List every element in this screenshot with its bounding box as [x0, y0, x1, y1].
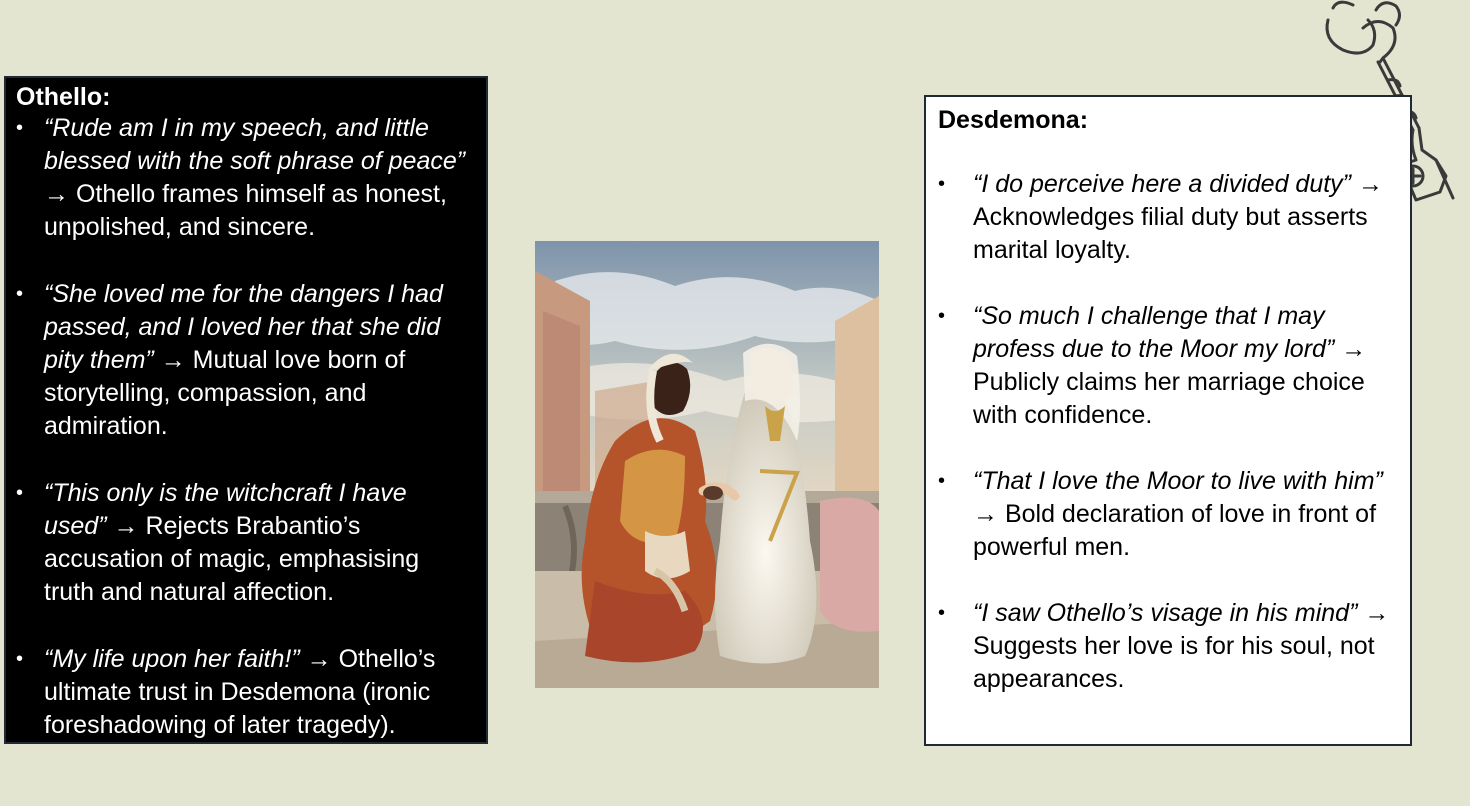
arrow: → — [1364, 599, 1390, 627]
list-item — [16, 112, 476, 244]
bullet: • — [938, 602, 946, 624]
quote-text: “That I love the Moor to live with him” — [973, 467, 1383, 495]
arrow: → — [306, 645, 332, 673]
list-item — [938, 465, 1398, 564]
analysis-text: Othello’s ultimate trust in Desdemona (ironic foreshadowing of later tragedy). — [44, 645, 436, 739]
quote-text: “This only is the witchcraft I have used” — [44, 479, 407, 540]
othello-heading: Othello: — [16, 83, 111, 111]
bullet: • — [938, 470, 946, 492]
bullet: • — [16, 482, 24, 504]
list-item — [938, 597, 1398, 696]
quote-text: “My life upon her faith!” — [44, 645, 300, 673]
quote-text: “So much I challenge that I may profess due to the Moor my lord” — [973, 302, 1335, 363]
quote-text: “I saw Othello’s visage in his mind” — [973, 599, 1358, 627]
analysis-text: Suggests her love is for his soul, not appearances. — [973, 632, 1375, 693]
list-item — [16, 643, 476, 742]
desdemona-heading: Desdemona: — [938, 106, 1089, 134]
analysis-text: Rejects Brabantio’s accusation of magic, emphasising truth and natural affection. — [44, 512, 420, 606]
quote-text: “She loved me for the dangers I had passed, and I loved her that she did pity them” — [44, 280, 443, 374]
arrow: → — [1341, 335, 1367, 363]
othello-quote-list — [16, 112, 476, 742]
bullet: • — [938, 173, 946, 195]
analysis-text: Bold declaration of love in front of powerful men. — [973, 500, 1377, 561]
analysis-text: Mutual love born of storytelling, compassion, and admiration. — [44, 346, 406, 440]
list-item — [938, 300, 1398, 432]
bullet: • — [938, 305, 946, 327]
desdemona-quote-list — [938, 168, 1398, 696]
othello-desdemona-painting — [535, 241, 879, 688]
list-item — [16, 477, 476, 609]
quote-text: “Rude am I in my speech, and little blessed with the soft phrase of peace” — [44, 114, 466, 175]
quote-text: “I do perceive here a divided duty” — [973, 170, 1351, 198]
arrow: → — [160, 346, 186, 374]
list-item — [938, 168, 1398, 267]
analysis-text: Acknowledges filial duty but asserts marital loyalty. — [973, 203, 1368, 264]
arrow: → — [1357, 170, 1383, 198]
bullet: • — [16, 117, 24, 139]
analysis-text: Publicly claims her marriage choice with confidence. — [973, 368, 1365, 429]
list-item — [16, 278, 476, 443]
bullet: • — [16, 648, 24, 670]
bullet: • — [16, 283, 24, 305]
arrow: → — [44, 180, 69, 208]
desdemona-panel — [924, 95, 1412, 746]
analysis-text: Othello frames himself as honest, unpolished, and sincere. — [44, 180, 447, 241]
painting-image — [535, 241, 879, 688]
othello-panel — [4, 76, 488, 744]
arrow: → — [113, 512, 139, 540]
arrow: → — [973, 500, 998, 528]
